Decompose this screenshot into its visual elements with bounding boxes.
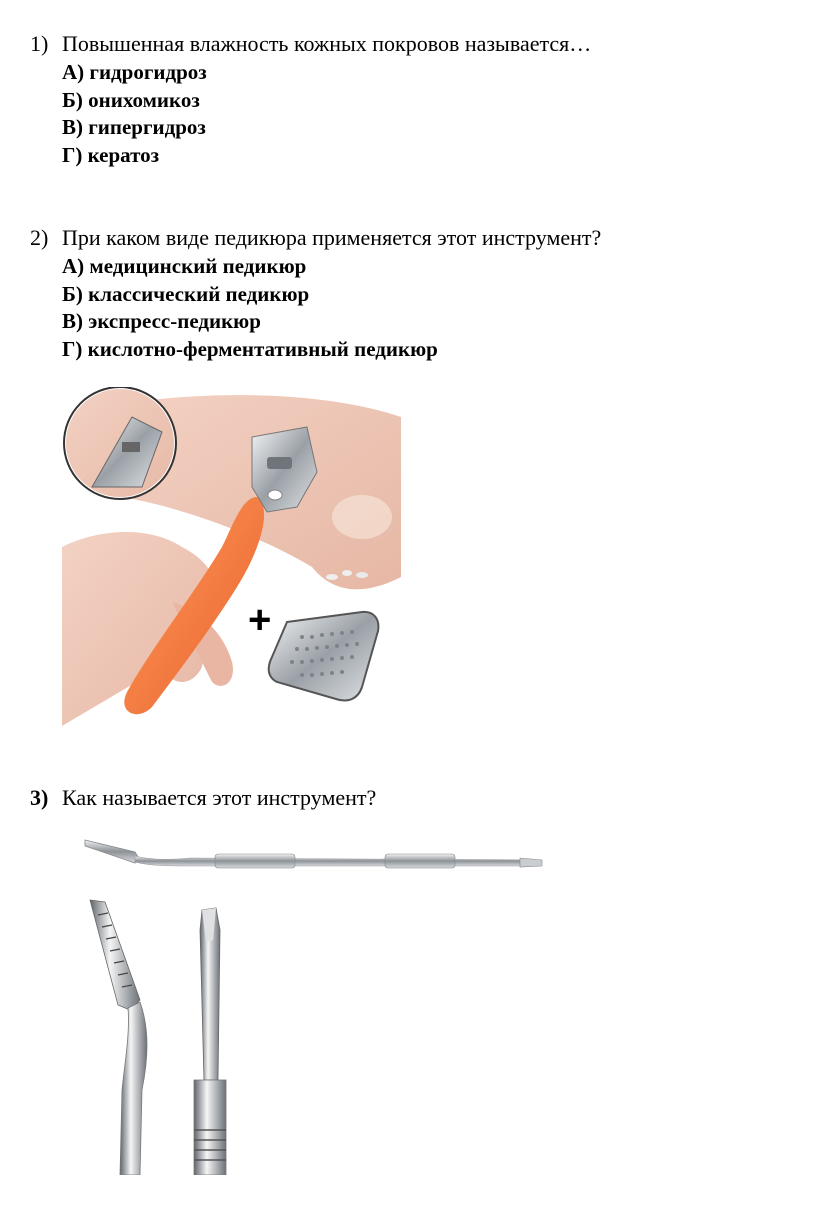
- question-1-option-d: Г) кератоз: [62, 142, 160, 167]
- question-2-option-a: А) медицинский педикюр: [62, 254, 307, 278]
- question-2-option-d: Г) кислотно-ферментативный педикюр: [62, 336, 438, 361]
- pusher-tool-illustration: [80, 830, 550, 1175]
- plus-sign: +: [248, 598, 272, 642]
- question-2-option-b: Б) классический педикюр: [62, 281, 310, 306]
- question-2-options: [62, 253, 438, 363]
- question-1-option-b: Б) онихомикоз: [62, 87, 200, 112]
- question-1-number: 1): [30, 31, 49, 56]
- pusher-tool-image: [80, 830, 550, 1175]
- question-2-option-c: В) экспресс-педикюр: [62, 309, 261, 333]
- question-1-text: Повышенная влажность кожных покровов называется…: [62, 31, 592, 56]
- pedicure-tool-illustration: [62, 387, 401, 726]
- question-1-option-a: А) гидрогидроз: [62, 60, 207, 84]
- question-2-number: 2): [30, 225, 49, 250]
- question-1-options: [62, 59, 207, 169]
- question-3-number: 3): [30, 785, 49, 810]
- question-2-text: При каком виде педикюра применяется этот инструмент?: [62, 225, 602, 250]
- pedicure-tool-image: [62, 387, 401, 726]
- question-3-text: Как называется этот инструмент?: [62, 785, 377, 810]
- question-1-option-c: В) гипергидроз: [62, 115, 206, 139]
